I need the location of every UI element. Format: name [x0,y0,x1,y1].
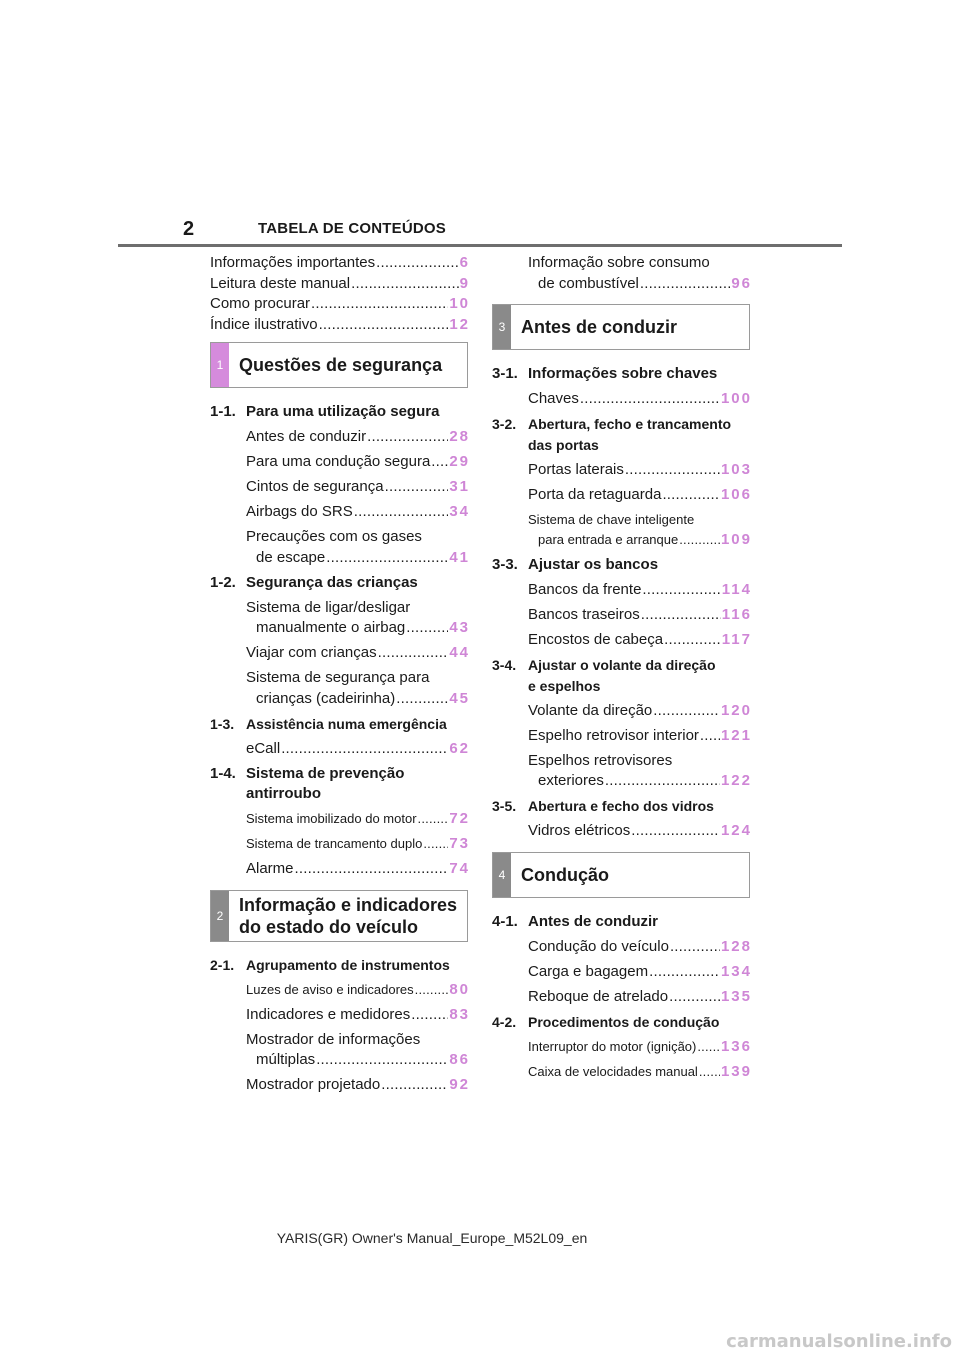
chapter-title: Antes de conduzir [521,317,678,337]
chapter-title: Questões de segurança [239,355,443,375]
section-heading[interactable]: 2-1. Agrupamento de instrumentos [210,956,450,973]
toc-entry[interactable]: Espelhos retrovisores exteriores ..... 122 [528,751,750,792]
toc-entry[interactable]: Sistema de ligar/desligar manualmente o airbag ..... 43 [246,598,468,639]
toc-entry[interactable]: Volante da direção ..... 120 [528,701,750,722]
section-heading[interactable]: 4-1. Antes de conduzir [492,912,659,930]
page-link: 12 [449,315,470,333]
toc-entry[interactable]: Sistema de chave inteligente para entrada e arranque ..... 109 [528,510,750,551]
chapter-tab: 1 [211,343,229,387]
toc-entry[interactable]: Porta da retaguarda ..... 106 [528,485,750,506]
toc-column-left [210,253,468,1096]
section-heading[interactable]: 1-1. Para uma utilização segura [210,403,440,420]
toc-entry[interactable]: Vidros elétricos ..... 124 [528,821,750,842]
section-heading[interactable]: 3-4. Ajustar o volante da direção e espelhos [492,657,716,694]
page-title: TABELA DE CONTEÚDOS [258,220,446,237]
toc-entry[interactable]: Antes de conduzir ..... 28 [246,427,468,448]
toc-entry[interactable]: Leitura deste manual ..... 9 [210,274,468,295]
toc-entry[interactable]: Para uma condução segura ..... 29 [246,452,468,473]
section-heading[interactable]: 1-3. Assistência numa emergência [210,715,447,732]
section-heading[interactable]: 3-5. Abertura e fecho dos vidros [492,798,714,814]
page-link: 9 [459,274,470,292]
toc-entry[interactable]: Informação sobre consumo de combustível ..... 96 [528,253,750,294]
toc-entry[interactable]: Como procurar ..... 10 [210,294,468,315]
toc-entry[interactable]: Espelho retrovisor interior ..... 121 [528,726,750,747]
toc-entry[interactable]: Alarme ..... 74 [246,859,468,880]
section-heading[interactable]: 3-2. Abertura, fecho e trancamento das portas [492,416,732,453]
toc-entry[interactable]: Portas laterais ..... 103 [528,460,750,481]
toc-entry[interactable]: Cintos de segurança ..... 31 [246,477,468,498]
chapter-tab: 3 [493,305,511,349]
section-heading[interactable]: 1-4. Sistema de prevenção antirroubo [210,764,405,802]
chapter-tab: 2 [211,891,229,941]
toc-entry[interactable]: Interruptor do motor (ignição) ..... 136 [528,1037,750,1058]
toc-entry[interactable]: Indicadores e medidores ..... 83 [246,1005,468,1026]
toc-entry[interactable]: Carga e bagagem ..... 134 [528,962,750,983]
section-heading[interactable]: 3-3. Ajustar os bancos [492,556,659,573]
toc-entry[interactable]: Bancos da frente ..... 114 [528,580,750,601]
toc-column-right [492,253,750,1082]
chapter-heading-1[interactable] [210,342,468,388]
toc-entry[interactable]: eCall ..... 62 [246,739,468,760]
toc-entry[interactable]: Sistema de trancamento duplo ..... 73 [246,834,468,855]
chapter-heading-4[interactable] [492,852,750,898]
toc-entry[interactable]: Airbags do SRS ..... 34 [246,502,468,523]
toc-entry[interactable]: Bancos traseiros ..... 116 [528,605,750,626]
section-heading[interactable]: 1-2. Segurança das crianças [210,573,418,591]
chapter-heading-3[interactable] [492,304,750,350]
page-link: 6 [459,254,470,271]
chapter-tab: 4 [493,853,511,897]
chapter-title: Informação e indicadores do estado do veículo [239,894,458,937]
toc-entry[interactable]: Caixa de velocidades manual ..... 139 [528,1062,750,1083]
toc-entry[interactable]: Informações importantes ..... 6 [210,253,468,274]
toc-entry[interactable]: Viajar com crianças ..... 44 [246,643,468,664]
toc-entry[interactable]: Chaves ..... 100 [528,389,750,410]
toc-entry[interactable]: Sistema imobilizado do motor ..... 72 [246,809,468,830]
toc-entry[interactable]: Luzes de aviso e indicadores ..... 80 [246,980,468,1001]
toc-entry[interactable]: Condução do veículo ..... 128 [528,937,750,958]
toc-entry[interactable]: Reboque de atrelado ..... 135 [528,987,750,1008]
toc-entry[interactable]: Precauções com os gases de escape ..... 41 [246,527,468,568]
toc-entry[interactable]: Mostrador de informações múltiplas ..... 86 [246,1030,468,1071]
toc-entry[interactable]: Índice ilustrativo ..... 12 [210,315,468,336]
header-divider [118,244,842,247]
section-heading[interactable]: 3-1. Informações sobre chaves [492,365,718,382]
document-footer: YARIS(GR) Owner's Manual_Europe_M52L09_en [276,1230,588,1246]
chapter-title: Condução [521,864,609,885]
toc-entry[interactable]: Sistema de segurança para crianças (cadeirinha) ..... 45 [246,668,468,709]
page-link: 10 [449,295,470,312]
section-heading[interactable]: 4-2. Procedimentos de condução [492,1013,720,1030]
toc-entry[interactable]: Mostrador projetado ..... 92 [246,1075,468,1096]
toc-entry[interactable]: Encostos de cabeça ..... 117 [528,630,750,651]
chapter-heading-2[interactable] [210,890,468,942]
watermark: carmanualsonline.info [726,1331,952,1352]
page-number: 2 [183,218,195,240]
